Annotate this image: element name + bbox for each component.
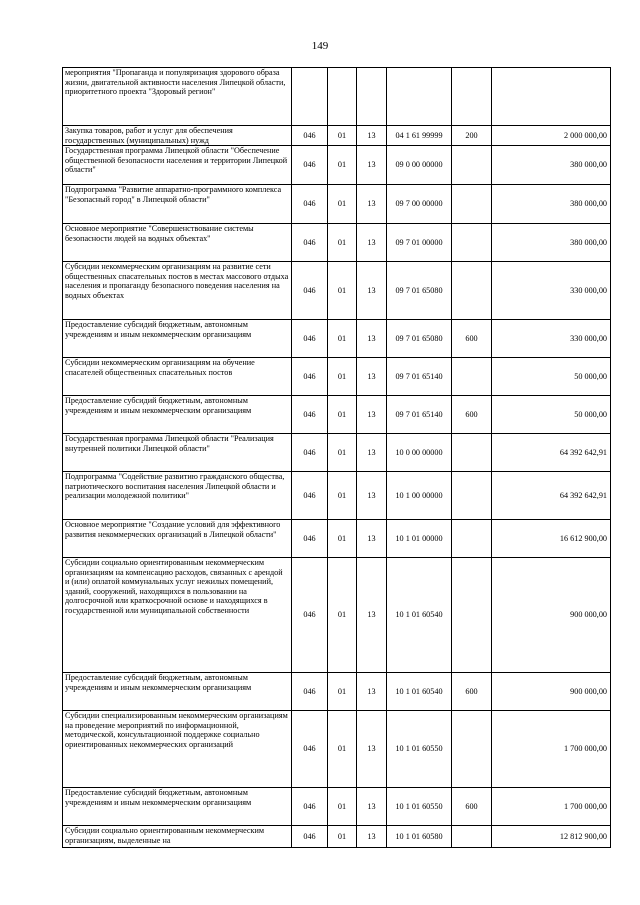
- row-ved-cell: 046: [292, 558, 328, 673]
- row-section-cell: 01: [328, 224, 357, 262]
- row-amount-cell: 380 000,00: [492, 146, 611, 185]
- row-name-cell: Субсидии социально ориентированным некоммерческим организациям, выделенные на: [63, 826, 292, 848]
- page-number: 149: [311, 40, 329, 52]
- row-subsection-cell: 13: [357, 320, 387, 358]
- table-row: [63, 434, 611, 472]
- row-target-article-cell: 09 7 01 00000: [387, 224, 452, 262]
- row-ved-cell: 046: [292, 146, 328, 185]
- row-amount-cell: 64 392 642,91: [492, 434, 611, 472]
- row-name-cell: Субсидии некоммерческим организациям на развитие сети общественных спасательных постов в местах массового отдыха населения и пропаганду безопасного поведения населения на водных объектах: [63, 262, 292, 320]
- row-name-cell: Предоставление субсидий бюджетным, автономным учреждениям и иным некоммерческим организациям: [63, 673, 292, 711]
- table-row: [63, 826, 611, 848]
- row-section-cell: [328, 68, 357, 126]
- row-ved-cell: 046: [292, 472, 328, 520]
- row-subsection-cell: 13: [357, 126, 387, 146]
- row-ved-cell: [292, 68, 328, 126]
- row-target-article-cell: [387, 68, 452, 126]
- row-section-cell: 01: [328, 146, 357, 185]
- row-target-article-cell: 04 1 61 99999: [387, 126, 452, 146]
- row-name-cell: Предоставление субсидий бюджетным, автономным учреждениям и иным некоммерческим организациям: [63, 788, 292, 826]
- row-ved-cell: 046: [292, 320, 328, 358]
- row-expense-type-cell: 600: [452, 673, 492, 711]
- row-amount-cell: 330 000,00: [492, 320, 611, 358]
- row-target-article-cell: 10 1 01 60580: [387, 826, 452, 848]
- row-target-article-cell: 09 7 00 00000: [387, 185, 452, 224]
- row-ved-cell: 046: [292, 358, 328, 396]
- row-section-cell: 01: [328, 673, 357, 711]
- row-ved-cell: 046: [292, 520, 328, 558]
- row-target-article-cell: 09 7 01 65080: [387, 320, 452, 358]
- row-expense-type-cell: [452, 434, 492, 472]
- row-target-article-cell: 10 1 00 00000: [387, 472, 452, 520]
- row-amount-cell: 1 700 000,00: [492, 788, 611, 826]
- row-amount-cell: 50 000,00: [492, 396, 611, 434]
- row-expense-type-cell: 600: [452, 788, 492, 826]
- row-ved-cell: 046: [292, 224, 328, 262]
- row-subsection-cell: [357, 68, 387, 126]
- row-ved-cell: 046: [292, 262, 328, 320]
- row-expense-type-cell: 200: [452, 126, 492, 146]
- row-section-cell: 01: [328, 358, 357, 396]
- row-expense-type-cell: [452, 68, 492, 126]
- row-subsection-cell: 13: [357, 358, 387, 396]
- row-name-cell: Государственная программа Липецкой области "Реализация внутренней политики Липецкой области": [63, 434, 292, 472]
- row-target-article-cell: 10 1 01 60540: [387, 558, 452, 673]
- table-row: [63, 520, 611, 558]
- row-target-article-cell: 10 1 01 60540: [387, 673, 452, 711]
- row-expense-type-cell: [452, 520, 492, 558]
- row-expense-type-cell: 600: [452, 320, 492, 358]
- table-row: [63, 224, 611, 262]
- row-subsection-cell: 13: [357, 788, 387, 826]
- row-target-article-cell: 10 1 01 00000: [387, 520, 452, 558]
- row-name-cell: Государственная программа Липецкой области "Обеспечение общественной безопасности населения и территории Липецкой области": [63, 146, 292, 185]
- row-name-cell: Субсидии социально ориентированным некоммерческим организациям на компенсацию расходов, связанных с арендой и (или) оплатой коммунальных услуг нежилых помещений, зданий, сооружений, находящихся в пользовании на долгосрочной или краткосрочной основе и находящихся в государственной или муниципальной собственности: [63, 558, 292, 673]
- row-name-cell: Субсидии некоммерческим организациям на обучение спасателей общественных спасательных постов: [63, 358, 292, 396]
- row-target-article-cell: 10 1 01 60550: [387, 788, 452, 826]
- row-section-cell: 01: [328, 320, 357, 358]
- row-expense-type-cell: [452, 711, 492, 788]
- row-subsection-cell: 13: [357, 185, 387, 224]
- row-amount-cell: [492, 68, 611, 126]
- row-ved-cell: 046: [292, 185, 328, 224]
- row-ved-cell: 046: [292, 826, 328, 848]
- row-subsection-cell: 13: [357, 262, 387, 320]
- table-row: [63, 185, 611, 224]
- table-row: [63, 558, 611, 673]
- row-expense-type-cell: [452, 472, 492, 520]
- row-name-cell: мероприятия "Пропаганда и популяризация здорового образа жизни, двигательной активности населения Липецкой области, приоритетного проекта "Здоровый регион": [63, 68, 292, 126]
- row-ved-cell: 046: [292, 396, 328, 434]
- row-target-article-cell: 09 7 01 65140: [387, 396, 452, 434]
- table-body: [63, 68, 611, 848]
- table-row: [63, 262, 611, 320]
- table-row: [63, 673, 611, 711]
- row-section-cell: 01: [328, 711, 357, 788]
- row-expense-type-cell: [452, 358, 492, 396]
- row-expense-type-cell: [452, 224, 492, 262]
- table-row: [63, 358, 611, 396]
- row-ved-cell: 046: [292, 126, 328, 146]
- table-row: [63, 396, 611, 434]
- row-section-cell: 01: [328, 558, 357, 673]
- table-row: [63, 711, 611, 788]
- row-amount-cell: 50 000,00: [492, 358, 611, 396]
- row-name-cell: Основное мероприятие "Создание условий для эффективного развития некоммерческих организаций в Липецкой области": [63, 520, 292, 558]
- budget-table: [62, 67, 611, 848]
- row-amount-cell: 380 000,00: [492, 185, 611, 224]
- row-ved-cell: 046: [292, 788, 328, 826]
- row-amount-cell: 1 700 000,00: [492, 711, 611, 788]
- row-name-cell: Подпрограмма "Развитие аппаратно-программного комплекса "Безопасный город" в Липецкой области": [63, 185, 292, 224]
- row-section-cell: 01: [328, 472, 357, 520]
- row-expense-type-cell: [452, 146, 492, 185]
- row-section-cell: 01: [328, 262, 357, 320]
- row-target-article-cell: 09 7 01 65080: [387, 262, 452, 320]
- row-amount-cell: 12 812 900,00: [492, 826, 611, 848]
- row-expense-type-cell: [452, 185, 492, 224]
- row-expense-type-cell: [452, 262, 492, 320]
- row-section-cell: 01: [328, 826, 357, 848]
- table-row: [63, 788, 611, 826]
- row-subsection-cell: 13: [357, 472, 387, 520]
- row-subsection-cell: 13: [357, 146, 387, 185]
- row-target-article-cell: 09 0 00 00000: [387, 146, 452, 185]
- row-name-cell: Закупка товаров, работ и услуг для обеспечения государственных (муниципальных) нужд: [63, 126, 292, 146]
- row-expense-type-cell: [452, 558, 492, 673]
- row-name-cell: Субсидии специализированным некоммерческим организациям на проведение мероприятий по информационной, методической, консультационной поддержке социально ориентированных некоммерческих организаций: [63, 711, 292, 788]
- table-row: [63, 146, 611, 185]
- table-row: [63, 126, 611, 146]
- row-amount-cell: 16 612 900,00: [492, 520, 611, 558]
- row-section-cell: 01: [328, 396, 357, 434]
- row-subsection-cell: 13: [357, 434, 387, 472]
- row-ved-cell: 046: [292, 434, 328, 472]
- row-name-cell: Предоставление субсидий бюджетным, автономным учреждениям и иным некоммерческим организациям: [63, 396, 292, 434]
- row-subsection-cell: 13: [357, 558, 387, 673]
- row-ved-cell: 046: [292, 711, 328, 788]
- row-amount-cell: 380 000,00: [492, 224, 611, 262]
- row-section-cell: 01: [328, 520, 357, 558]
- row-amount-cell: 900 000,00: [492, 558, 611, 673]
- row-subsection-cell: 13: [357, 224, 387, 262]
- row-name-cell: Предоставление субсидий бюджетным, автономным учреждениям и иным некоммерческим организациям: [63, 320, 292, 358]
- row-section-cell: 01: [328, 185, 357, 224]
- row-expense-type-cell: 600: [452, 396, 492, 434]
- row-target-article-cell: 10 1 01 60550: [387, 711, 452, 788]
- row-section-cell: 01: [328, 126, 357, 146]
- row-subsection-cell: 13: [357, 711, 387, 788]
- row-subsection-cell: 13: [357, 826, 387, 848]
- row-ved-cell: 046: [292, 673, 328, 711]
- row-amount-cell: 330 000,00: [492, 262, 611, 320]
- row-subsection-cell: 13: [357, 520, 387, 558]
- table-row: [63, 472, 611, 520]
- row-amount-cell: 64 392 642,91: [492, 472, 611, 520]
- row-target-article-cell: 10 0 00 00000: [387, 434, 452, 472]
- row-amount-cell: 2 000 000,00: [492, 126, 611, 146]
- table-row: [63, 320, 611, 358]
- row-section-cell: 01: [328, 788, 357, 826]
- row-amount-cell: 900 000,00: [492, 673, 611, 711]
- row-subsection-cell: 13: [357, 396, 387, 434]
- table-row: [63, 68, 611, 126]
- row-name-cell: Основное мероприятие "Совершенствование системы безопасности людей на водных объектах": [63, 224, 292, 262]
- row-target-article-cell: 09 7 01 65140: [387, 358, 452, 396]
- row-subsection-cell: 13: [357, 673, 387, 711]
- row-name-cell: Подпрограмма "Содействие развитию гражданского общества, патриотического воспитания населения Липецкой области и реализации молодежной политики": [63, 472, 292, 520]
- row-expense-type-cell: [452, 826, 492, 848]
- row-section-cell: 01: [328, 434, 357, 472]
